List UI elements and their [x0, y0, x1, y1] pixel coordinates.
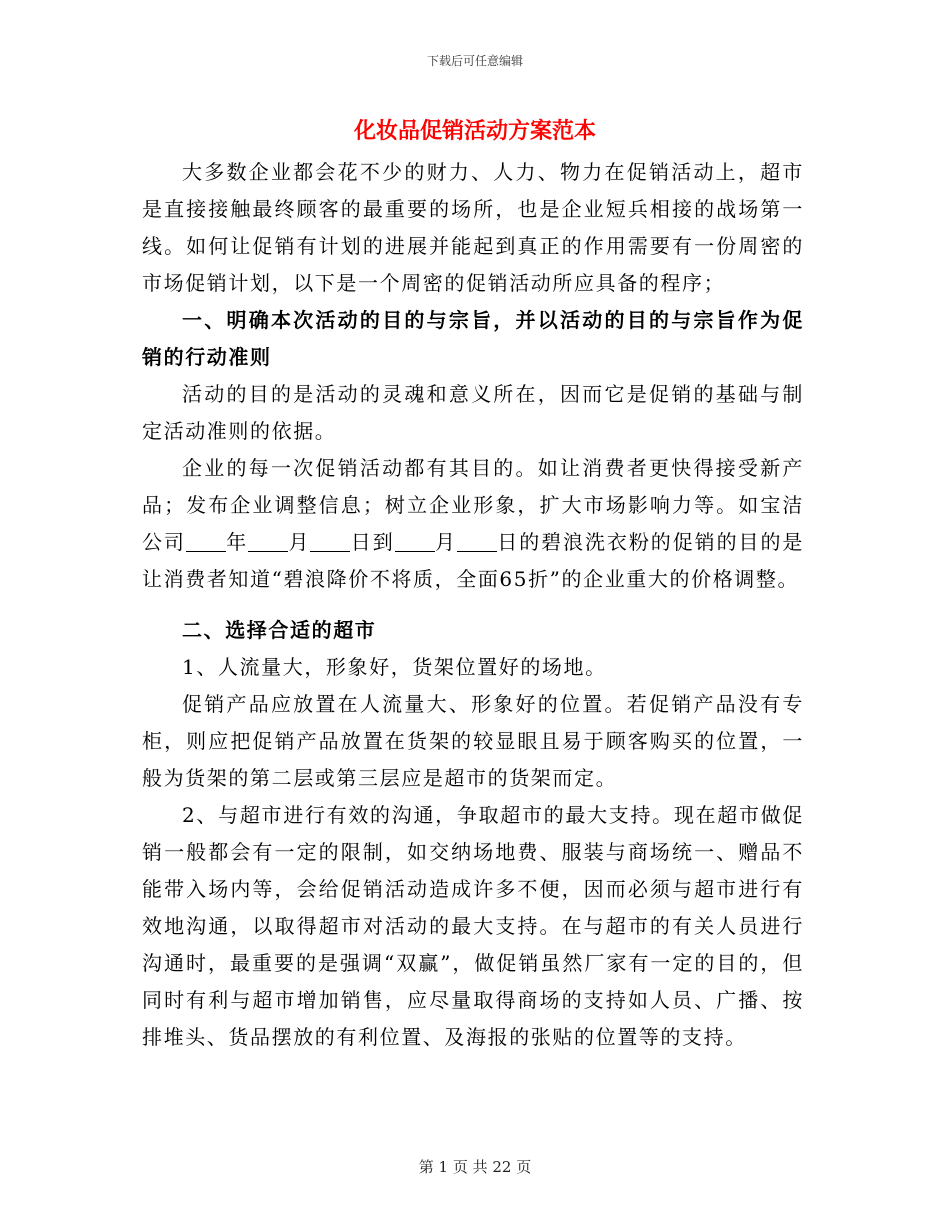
header-note: 下载后可任意编辑: [426, 54, 523, 68]
intro-paragraph: 大多数企业都会花不少的财力、人力、物力在促销活动上，超市是直接接触最终顾客的最重要的场所，也是企业短兵相接的战场第一线。如何让促销有计划的进展并能起到真正的作用需要有一份周密的市场促销计划，以下是一个周密的促销活动所应具备的程序；: [142, 160, 804, 295]
blank-line: [186, 531, 226, 552]
example-tail: 日的碧浪洗衣粉的促销的目的是让消费者知道“碧浪降价不将质，全面65折”的企业重大的价格调整。: [142, 530, 805, 591]
blank-line: [310, 531, 350, 552]
example-month-2: 月: [434, 530, 457, 554]
blank-line: [457, 531, 497, 552]
example-paragraph: [142, 450, 804, 598]
example-day-to: 日到: [350, 530, 395, 554]
communication-paragraph: 2、与超市进行有效的沟通，争取超市的最大支持。现在超市做促销一般都会有一定的限制，如交纳场地费、服装与商场统一、赠品不能带入场内等，会给促销活动造成许多不便，因而必须与超市进行有效地沟通，以取得超市对活动的最大支持。在与超市的有关人员进行沟通时，最重要的是强调“双赢”，做促销虽然厂家有一定的目的，但同时有利与超市增加销售，应尽量取得商场的支持如人员、广播、按排堆头、货品摆放的有利位置、及海报的张贴的位置等的支持。: [142, 803, 804, 1049]
example-month: 月: [288, 530, 311, 554]
placement-paragraph: 促销产品应放置在人流量大、形象好的位置。若促销产品没有专柜，则应把促销产品放置在货架的较显眼且易于顾客购买的位置，一般为货架的第二层或第三层应是超市的货架而定。: [142, 692, 804, 790]
section-2-heading: 二、选择合适的超市: [182, 618, 377, 642]
blank-line: [248, 531, 288, 552]
document-title: 化妆品促销活动方案范本: [353, 118, 596, 144]
section-1-heading: 一、明确本次活动的目的与宗旨，并以活动的目的与宗旨作为促销的行动准则: [142, 308, 804, 369]
subsection-1-heading: 1、人流量大，形象好，货架位置好的场地。: [182, 655, 607, 679]
example-year: 年: [225, 530, 249, 554]
purpose-paragraph: 活动的目的是活动的灵魂和意义所在，因而它是促销的基础与制定活动准则的依据。: [142, 382, 804, 443]
page-footer: 第 1 页 共 22 页: [418, 1158, 532, 1176]
blank-line: [395, 531, 435, 552]
example-text: 企业的每一次促销活动都有其目的。如让消费者更快得接受新产品；发布企业调整信息；树立企业形象，扩大市场影响力等。如宝洁公司: [142, 456, 804, 554]
document-body: [142, 154, 804, 1056]
